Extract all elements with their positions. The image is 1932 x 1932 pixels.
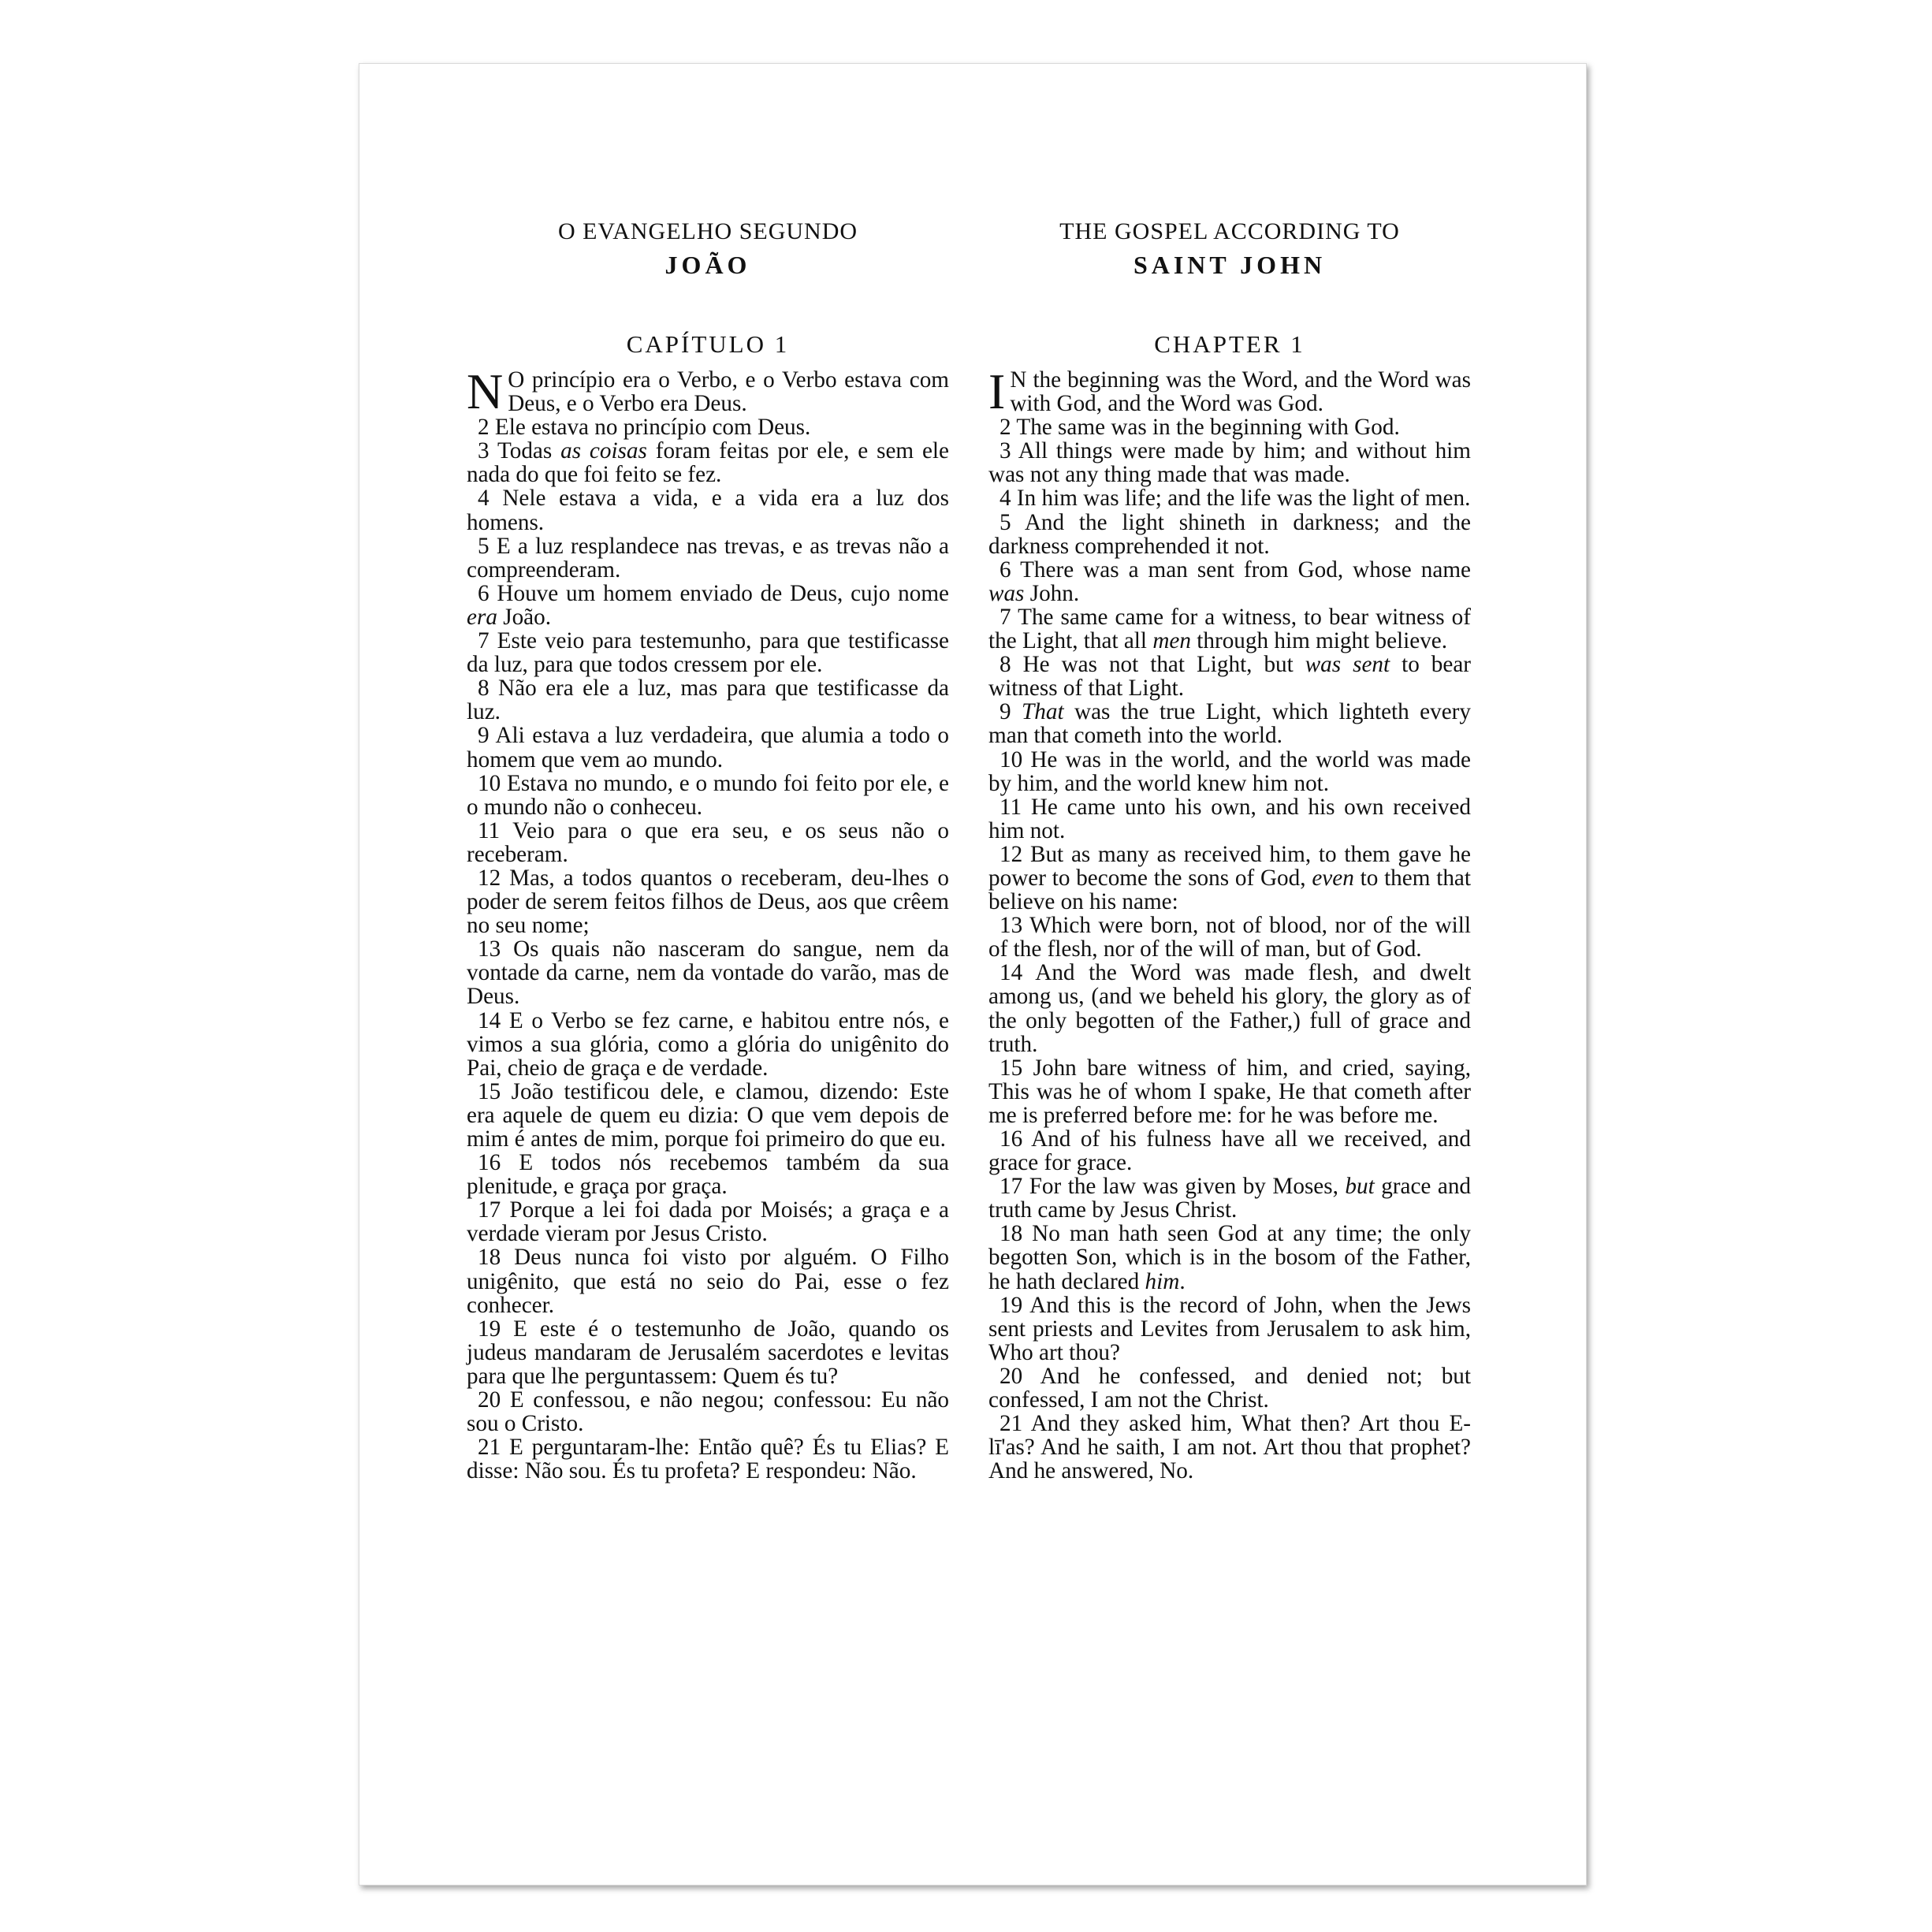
verse-5: [467, 534, 949, 582]
book-name: SAINT JOHN: [1133, 251, 1327, 279]
verse-text: There was a man sent from God, whose name: [1020, 557, 1471, 583]
verse-number: 16: [1000, 1126, 1023, 1152]
verse-italic-text: even: [1312, 865, 1354, 891]
verse-text: No man hath seen God at any time; the only begotten Son, which is in the bosom of the Father, he hath declared: [988, 1221, 1472, 1294]
verse-6: [467, 582, 949, 629]
verse-13: [988, 914, 1471, 961]
verse-text: was the true Light, which lighteth every man that cometh into the world.: [988, 699, 1472, 749]
verse-number: 7: [478, 628, 490, 654]
verse-2: [467, 415, 949, 439]
verse-number: 19: [1000, 1292, 1023, 1318]
verse-text: Mas, a todos quantos o receberam, deu-lhes o poder de serem feitos filhos de Deus, aos que crêem no seu nome;: [467, 865, 949, 939]
verse-8: [467, 676, 949, 724]
verse-number: 10: [1000, 746, 1023, 772]
verse-text: John.: [1024, 580, 1080, 606]
verse-19: [988, 1294, 1471, 1364]
verse-text: Todas: [497, 438, 561, 464]
verse-number: 20: [1000, 1363, 1023, 1389]
book-heading: O EVANGELHO SEGUNDO: [557, 218, 858, 244]
verse-text: And he confessed, and denied not; but confessed, I am not the Christ.: [988, 1363, 1472, 1413]
drop-cap: I: [988, 363, 1006, 419]
verse-4: [988, 486, 1471, 510]
verse-text: Porque a lei foi dada por Moisés; a graça e a verdade vieram por Jesus Cristo.: [467, 1197, 950, 1247]
verse-21: [988, 1412, 1471, 1483]
verse-number: 18: [478, 1245, 501, 1271]
verse-15: [988, 1056, 1471, 1127]
verse-number: 3: [1000, 438, 1011, 464]
verse-8: [988, 653, 1471, 700]
verse-number: 12: [478, 865, 501, 891]
verse-italic-text: but: [1345, 1174, 1375, 1200]
verse-text: He was not that Light, but: [1022, 652, 1305, 678]
verse-text: Deus nunca foi visto por alguém. O Filho unigênito, que está no seio do Pai, esse o fez conhecer.: [467, 1245, 949, 1318]
verse-12: [988, 843, 1471, 914]
verse-text: Ele estava no princípio com Deus.: [494, 415, 811, 441]
verse-text: O princípio era o Verbo, e o Verbo estava com Deus, e o Verbo era Deus.: [508, 367, 949, 417]
verse-italic-text: him: [1145, 1268, 1180, 1294]
chapter-heading: CAPÍTULO 1: [626, 330, 790, 358]
verse-number: 18: [1000, 1221, 1023, 1247]
verse-21: [467, 1435, 949, 1483]
verse-number: 7: [1000, 604, 1011, 630]
verse-text: E este é o testemunho de João, quando os judeus mandaram de Jerusalém sacerdotes e levitas para que lhe perguntassem: Quem és tu?: [467, 1316, 949, 1389]
verse-18: [988, 1222, 1471, 1293]
verse-text: The same was in the beginning with God.: [1016, 415, 1400, 441]
verse-text: And of his fulness have all we received, and grace for grace.: [988, 1126, 1471, 1176]
verse-text: E a luz resplandece nas trevas, e as trevas não a compreenderam.: [467, 533, 950, 583]
verse-italic-text: era: [467, 604, 497, 630]
verse-number: 4: [478, 486, 490, 512]
verse-10: [467, 772, 949, 819]
bible-page: [359, 63, 1587, 1885]
verse-text: through him might believe.: [1190, 628, 1448, 654]
verse-3: [988, 439, 1471, 486]
verse-19: [467, 1317, 949, 1388]
verse-text: And the light shineth in darkness; and the darkness comprehended it not.: [988, 509, 1472, 559]
verse-text: And this is the record of John, when the Jews sent priests and Levites from Jerusalem to ask him, Who art thou?: [988, 1292, 1471, 1365]
verse-14: [988, 961, 1471, 1055]
verse-text: For the law was given by Moses,: [1029, 1174, 1346, 1200]
verse-number: 8: [1000, 652, 1011, 678]
verse-text: E o Verbo se fez carne, e habitou entre nós, e vimos a sua glória, como a glória do unigênito do Pai, cheio de graça e de verdade.: [467, 1007, 949, 1081]
verse-number: 9: [478, 723, 490, 749]
verse-text: foram feitas por ele, e sem ele nada do que foi feito se fez.: [467, 438, 949, 488]
verse-number: 4: [1000, 486, 1011, 512]
verse-list: [467, 363, 950, 1484]
verse-number: 11: [478, 817, 501, 843]
verse-number: 12: [1000, 841, 1023, 867]
verse-number: 9: [1000, 699, 1011, 725]
verse-text: Veio para o que era seu, e os seus não o receberam.: [467, 817, 949, 867]
verse-text: E perguntaram-lhe: Então quê? És tu Elias? E disse: Não sou. És tu profeta? E respondeu: Não.: [467, 1435, 949, 1484]
verse-number: 15: [1000, 1055, 1023, 1081]
verse-7: [467, 629, 949, 676]
portuguese-column: [467, 216, 949, 1483]
verse-italic-text: was sent: [1305, 652, 1390, 678]
book-heading: THE GOSPEL ACCORDING TO: [1059, 218, 1400, 244]
book-name: JOÃO: [664, 251, 751, 279]
verse-16: [988, 1127, 1471, 1174]
verse-9: [988, 700, 1471, 747]
verse-number: 6: [1000, 557, 1011, 583]
verse-italic-text: That: [1022, 699, 1064, 725]
verse-text: E confessou, e não negou; confessou: Eu não sou o Cristo.: [467, 1387, 950, 1437]
verse-text: Ali estava a luz verdadeira, que alumia a todo o homem que vem ao mundo.: [467, 723, 950, 772]
verse-italic-text: was: [988, 580, 1025, 606]
verse-2: [988, 415, 1471, 439]
verse-text: And the Word was made flesh, and dwelt among us, (and we beheld his glory, the glory as of the only begotten of the Father,) full of grace and truth.: [988, 960, 1472, 1057]
verse-text: All things were made by him; and without him was not any thing made that was made.: [988, 438, 1471, 488]
verse-text: grace and truth came by Jesus Christ.: [988, 1174, 1472, 1223]
verse-text: The same came for a witness, to bear witness of the Light, that all: [988, 604, 1471, 654]
verse-18: [467, 1245, 949, 1316]
verse-1: [988, 363, 1471, 419]
verse-number: 6: [478, 580, 490, 606]
verse-12: [467, 866, 949, 937]
verse-number: 16: [478, 1150, 501, 1176]
verse-text: In him was life; and the life was the light of men.: [1016, 486, 1471, 512]
verse-number: 17: [478, 1197, 501, 1223]
verse-text: Houve um homem enviado de Deus, cujo nome: [497, 580, 950, 606]
verse-text: Não era ele a luz, mas para que testificasse da luz.: [467, 676, 950, 725]
verse-3: [467, 439, 949, 486]
verse-text: Este veio para testemunho, para que testificasse da luz, para que todos cressem por ele.: [467, 628, 949, 678]
verse-number: 21: [478, 1435, 501, 1461]
verse-20: [988, 1364, 1471, 1412]
verse-13: [467, 937, 949, 1008]
verse-7: [988, 605, 1471, 653]
verse-text: Estava no mundo, e o mundo foi feito por ele, e o mundo não o conheceu.: [467, 770, 950, 820]
verse-text: But as many as received him, to them gave he power to become the sons of God,: [988, 841, 1471, 891]
verse-number: 2: [1000, 415, 1011, 441]
verse-text: And they asked him, What then? Art thou E-lī'as? And he saith, I am not. Art thou that prophet? And he answered, No.: [988, 1411, 1472, 1484]
verse-5: [988, 511, 1471, 558]
verse-16: [467, 1151, 949, 1198]
verse-text: Nele estava a vida, e a vida era a luz dos homens.: [467, 486, 950, 535]
verse-20: [467, 1388, 949, 1435]
verse-text: N the beginning was the Word, and the Word was with God, and the Word was God.: [1010, 367, 1471, 417]
verse-number: 17: [1000, 1174, 1023, 1200]
verse-number: 20: [478, 1387, 501, 1413]
verse-text: to them that believe on his name:: [988, 865, 1471, 915]
verse-number: 11: [1000, 794, 1022, 820]
verse-number: 5: [478, 533, 490, 559]
verse-number: 15: [478, 1078, 501, 1104]
verse-text: .: [1179, 1268, 1186, 1294]
chapter-heading: CHAPTER 1: [1154, 330, 1305, 358]
verse-9: [467, 724, 949, 771]
verse-text: Which were born, not of blood, nor of the will of the flesh, nor of the will of man, but of God.: [988, 913, 1471, 962]
verse-10: [988, 748, 1471, 795]
verse-number: 8: [478, 676, 490, 702]
verse-6: [988, 558, 1471, 605]
verse-11: [467, 819, 949, 866]
verse-number: 10: [478, 770, 501, 796]
verse-number: 2: [478, 415, 490, 441]
verse-15: [467, 1080, 949, 1151]
verse-17: [467, 1198, 949, 1245]
verse-number: 21: [1000, 1411, 1023, 1437]
verse-text: John bare witness of him, and cried, saying, This was he of whom I spake, He that cometh after me is preferred before me: for he was before me.: [988, 1055, 1471, 1128]
verse-text: João.: [497, 604, 552, 630]
verse-number: 19: [478, 1316, 501, 1342]
verse-text: He was in the world, and the world was made by him, and the world knew him not.: [988, 746, 1472, 796]
verse-number: 5: [1000, 509, 1011, 535]
drop-cap: N: [467, 363, 504, 419]
verse-text: João testificou dele, e clamou, dizendo: Este era aquele de quem eu dizia: O que vem depois de mim é antes de mim, porque foi primeiro do que eu.: [467, 1078, 949, 1152]
english-column: [988, 216, 1471, 1483]
verse-text: E todos nós recebemos também da sua plenitude, e graça por graça.: [467, 1150, 950, 1200]
verse-number: 14: [478, 1007, 501, 1033]
verse-list: [988, 363, 1472, 1484]
verse-11: [988, 795, 1471, 843]
verse-text: He came unto his own, and his own received him not.: [988, 794, 1471, 843]
verse-italic-text: as coisas: [560, 438, 647, 464]
verse-number: 3: [478, 438, 490, 464]
verse-text: Os quais não nasceram do sangue, nem da vontade da carne, nem da vontade do varão, mas de Deus.: [467, 936, 950, 1010]
verse-italic-text: men: [1152, 628, 1191, 654]
verse-14: [467, 1009, 949, 1080]
verse-4: [467, 486, 949, 534]
verse-number: 14: [1000, 960, 1023, 986]
verse-1: [467, 363, 949, 419]
verse-text: to bear witness of that Light.: [988, 652, 1472, 702]
verse-17: [988, 1174, 1471, 1222]
verse-number: 13: [1000, 913, 1023, 939]
verse-number: 13: [478, 936, 501, 962]
